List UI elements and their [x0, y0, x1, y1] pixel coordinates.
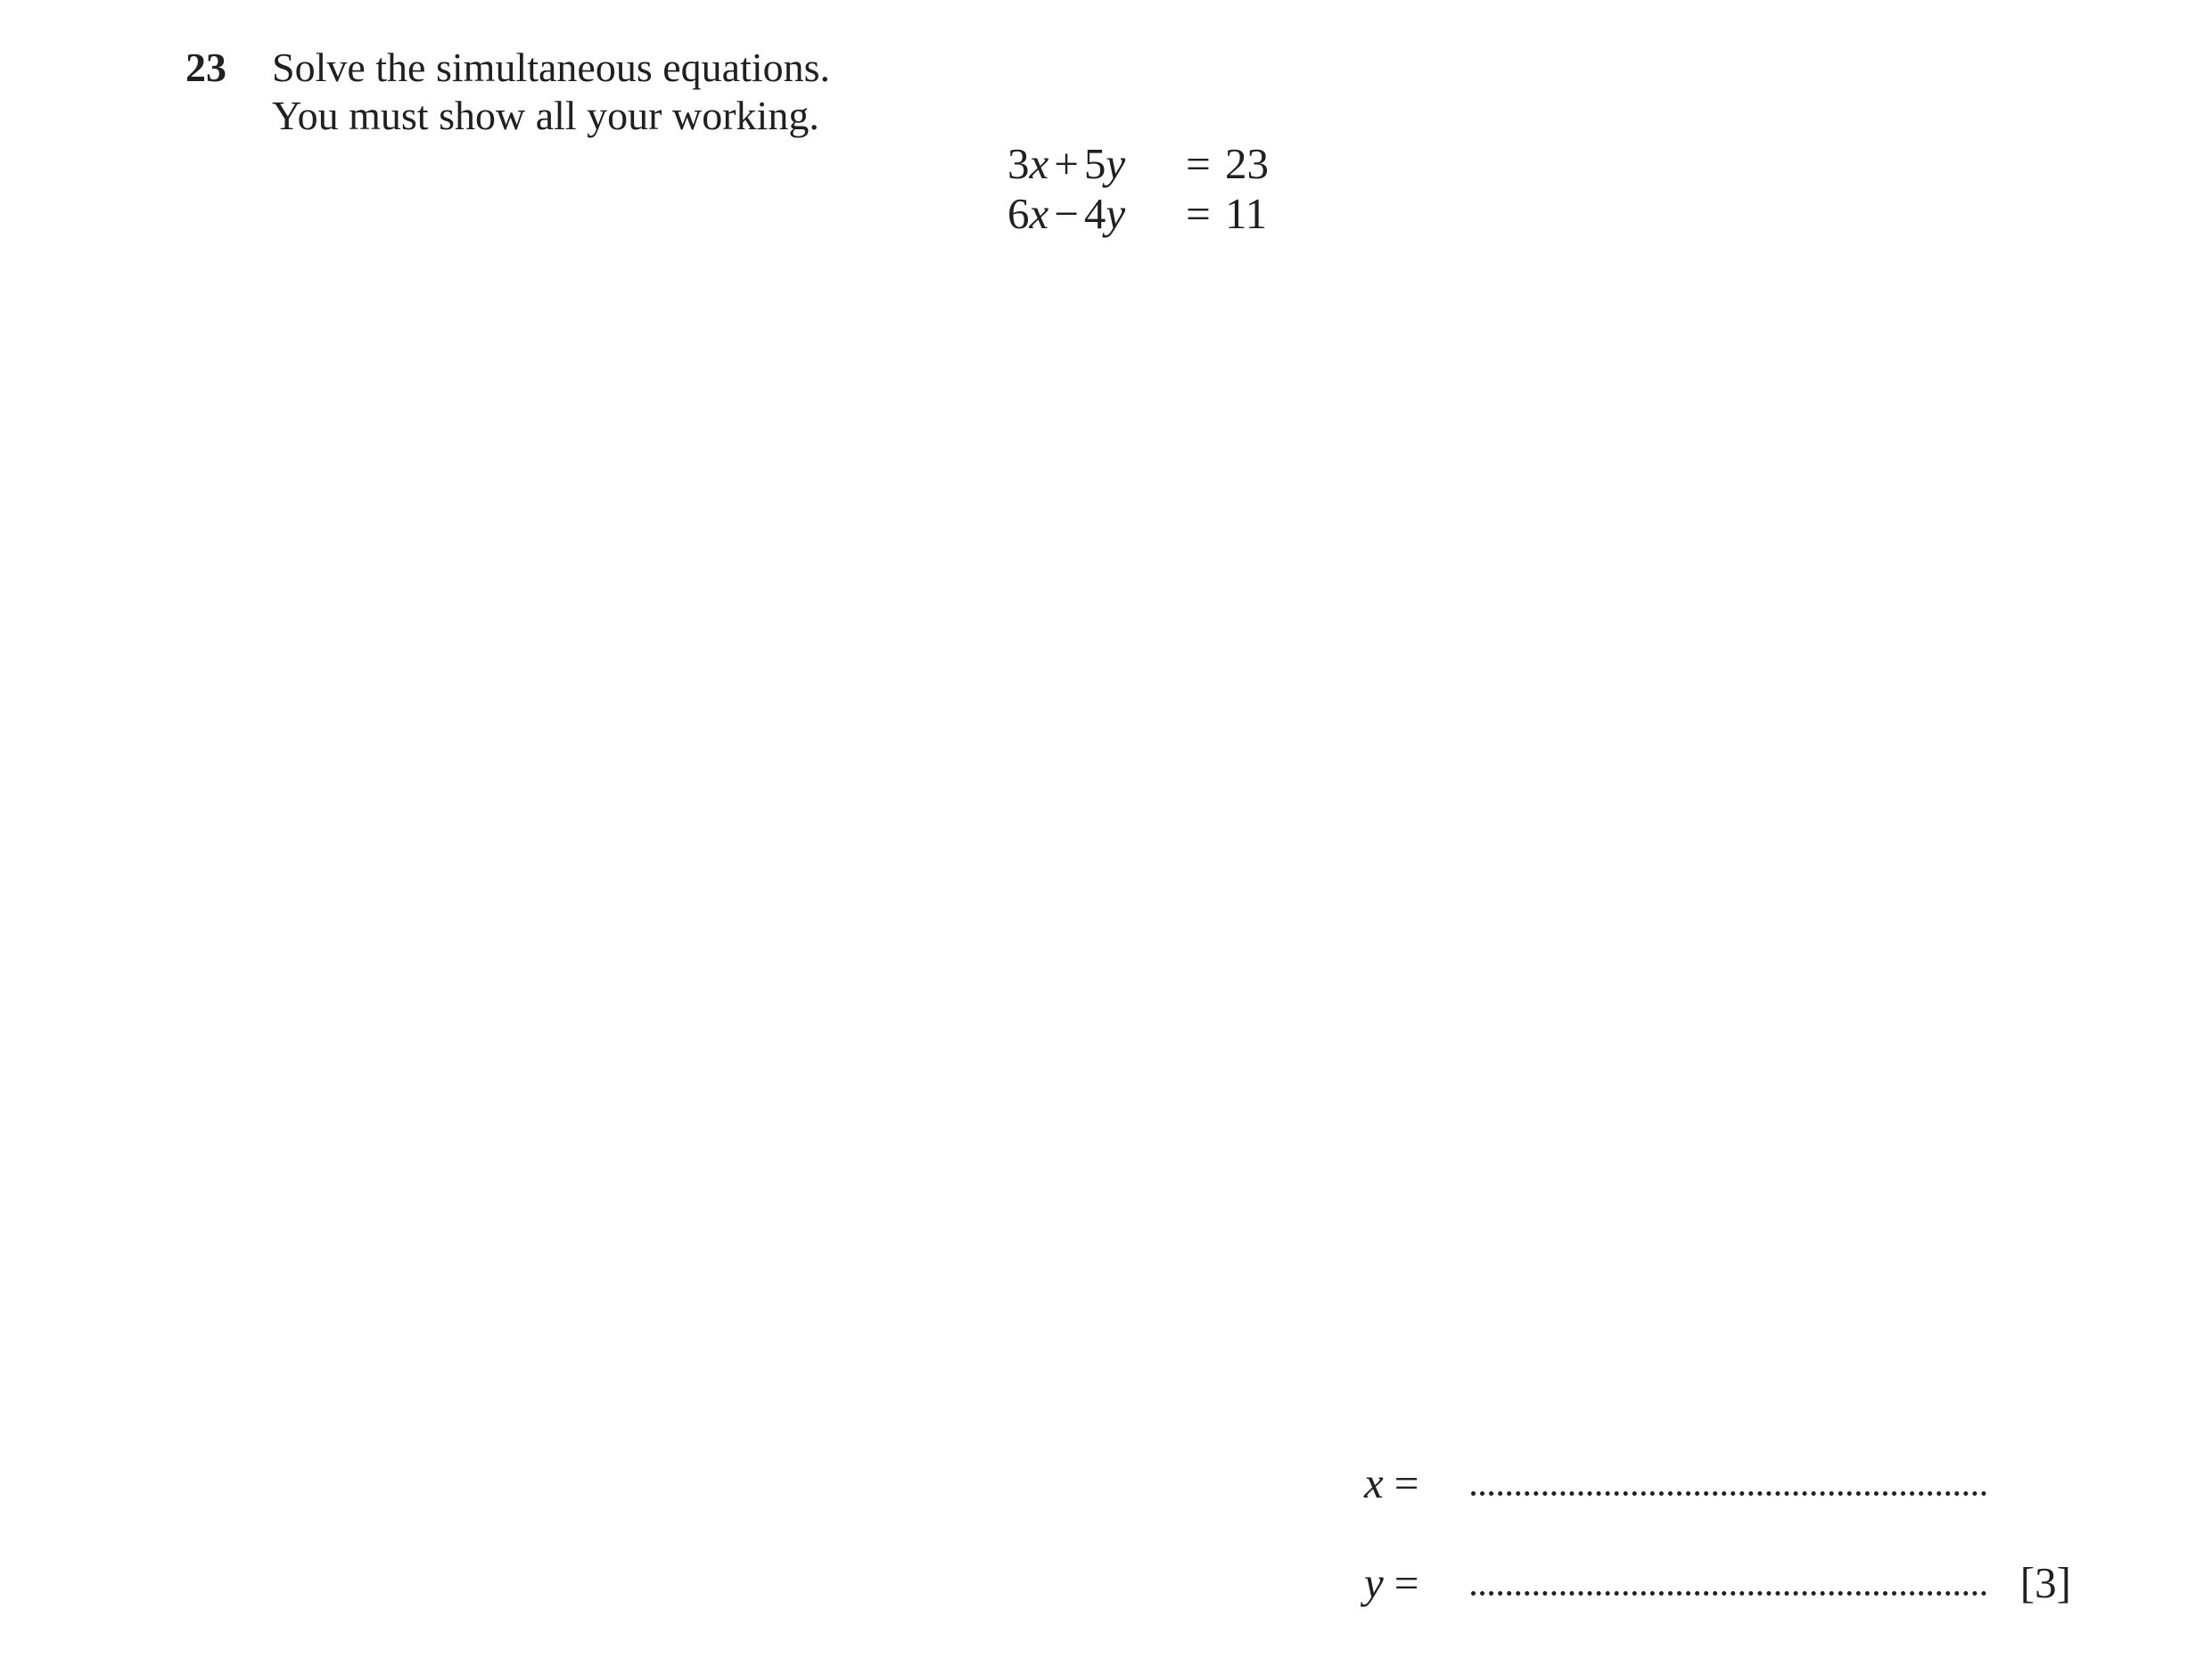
question-working-instruction: You must show all your working. — [272, 93, 819, 138]
marks-label: [3] — [2019, 1558, 2071, 1607]
simultaneous-equations — [1007, 139, 1269, 239]
coefficient: 4 — [1083, 189, 1106, 238]
equation-1 — [1007, 139, 1269, 189]
operator: + — [1054, 139, 1079, 188]
coefficient: 3 — [1007, 139, 1030, 188]
y-answer-line[interactable] — [1471, 1584, 1986, 1596]
y-answer-equals: = — [1394, 1558, 1419, 1607]
variable-x: x — [1029, 139, 1049, 188]
variable-y: y — [1106, 189, 1126, 238]
question-number: 23 — [185, 45, 226, 90]
equals-sign: = — [1186, 189, 1211, 238]
equation-2 — [1007, 189, 1269, 239]
operator: − — [1054, 189, 1079, 238]
y-answer-row — [1364, 1556, 2071, 1610]
variable-y: y — [1106, 139, 1126, 188]
x-answer-equals: = — [1394, 1458, 1419, 1507]
variable-x: x — [1029, 189, 1049, 238]
equation-2-rhs: 11 — [1225, 189, 1268, 238]
equals-sign: = — [1186, 139, 1211, 188]
equation-2-lhs — [1007, 189, 1172, 239]
x-answer-row — [1364, 1457, 1986, 1510]
question-instruction: Solve the simultaneous equations. — [272, 45, 831, 90]
equation-1-lhs — [1007, 139, 1172, 189]
x-answer-label: x — [1364, 1458, 1384, 1507]
equation-1-rhs: 23 — [1225, 139, 1269, 188]
x-answer-line[interactable] — [1471, 1484, 1986, 1496]
coefficient: 5 — [1083, 139, 1106, 188]
coefficient: 6 — [1007, 189, 1030, 238]
y-answer-label: y — [1364, 1558, 1384, 1607]
